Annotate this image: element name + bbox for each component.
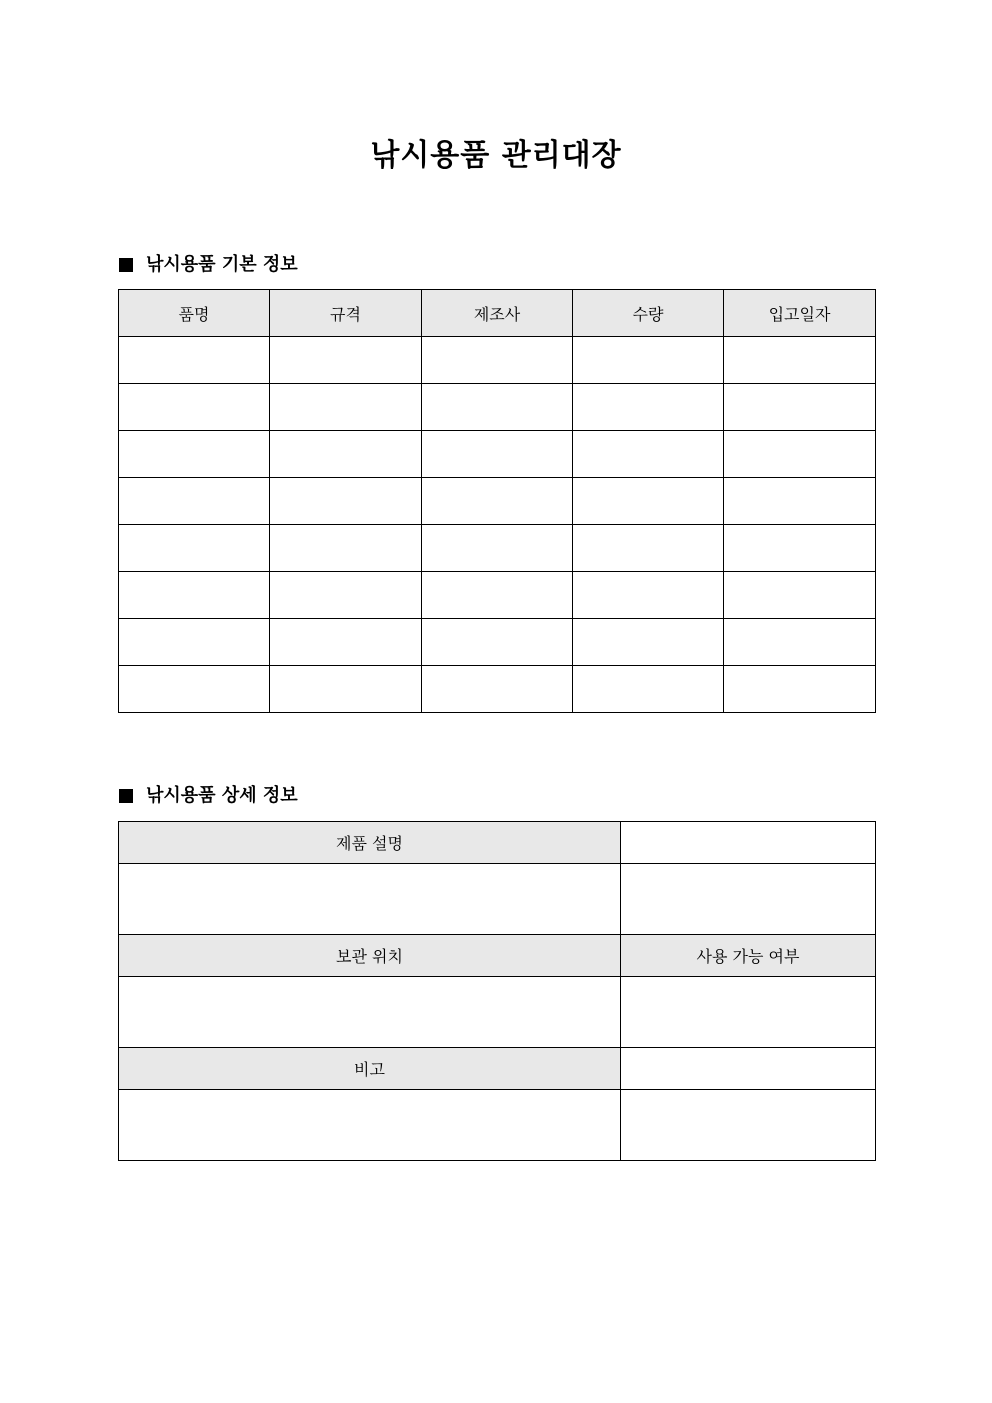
page-title: 낚시용품 관리대장 [370, 138, 622, 173]
item-name-cell[interactable] [119, 337, 270, 384]
spec-cell[interactable] [270, 384, 422, 431]
empty-cell[interactable] [621, 1048, 876, 1090]
column-header-spec: 규격 [270, 290, 422, 337]
receipt-date-cell[interactable] [724, 384, 876, 431]
table-row [119, 337, 876, 384]
item-name-cell[interactable] [119, 431, 270, 478]
table-row [119, 572, 876, 619]
table-row [119, 619, 876, 666]
remarks-field[interactable] [119, 1090, 621, 1161]
detail-label-row [119, 1048, 876, 1090]
empty-cell[interactable] [621, 822, 876, 864]
basic-info-table [118, 289, 876, 713]
table-row [119, 666, 876, 713]
table-row [119, 431, 876, 478]
item-name-cell[interactable] [119, 384, 270, 431]
storage-location-label: 보관 위치 [119, 935, 621, 977]
spec-cell[interactable] [270, 337, 422, 384]
quantity-cell[interactable] [573, 666, 724, 713]
detail-label-row [119, 935, 876, 977]
item-name-cell[interactable] [119, 666, 270, 713]
manufacturer-cell[interactable] [422, 525, 573, 572]
spec-cell[interactable] [270, 478, 422, 525]
manufacturer-cell[interactable] [422, 384, 573, 431]
receipt-date-cell[interactable] [724, 431, 876, 478]
manufacturer-cell[interactable] [422, 666, 573, 713]
detail-info-heading-label: 낚시용품 상세 정보 [146, 785, 298, 806]
quantity-cell[interactable] [573, 572, 724, 619]
detail-content-row [119, 1090, 876, 1161]
manufacturer-cell[interactable] [422, 619, 573, 666]
quantity-cell[interactable] [573, 525, 724, 572]
receipt-date-cell[interactable] [724, 572, 876, 619]
column-header-quantity: 수량 [573, 290, 724, 337]
receipt-date-cell[interactable] [724, 525, 876, 572]
item-name-cell[interactable] [119, 619, 270, 666]
storage-location-field[interactable] [119, 977, 621, 1048]
basic-info-body [119, 337, 876, 713]
column-header-item-name: 품명 [119, 290, 270, 337]
square-bullet-icon [119, 789, 133, 803]
manufacturer-cell[interactable] [422, 478, 573, 525]
quantity-cell[interactable] [573, 337, 724, 384]
item-name-cell[interactable] [119, 572, 270, 619]
manufacturer-cell[interactable] [422, 572, 573, 619]
basic-info-header-row [119, 290, 876, 337]
column-header-manufacturer: 제조사 [422, 290, 573, 337]
detail-info-heading [119, 784, 298, 808]
table-row [119, 478, 876, 525]
product-description-field[interactable] [119, 864, 621, 935]
manufacturer-cell[interactable] [422, 431, 573, 478]
basic-info-heading-label: 낚시용품 기본 정보 [146, 254, 298, 275]
detail-content-row [119, 977, 876, 1048]
quantity-cell[interactable] [573, 384, 724, 431]
empty-cell[interactable] [621, 1090, 876, 1161]
basic-info-heading [119, 253, 298, 277]
spec-cell[interactable] [270, 431, 422, 478]
spec-cell[interactable] [270, 572, 422, 619]
table-row [119, 525, 876, 572]
detail-content-row [119, 864, 876, 935]
remarks-label: 비고 [119, 1048, 621, 1090]
table-row [119, 384, 876, 431]
product-description-label: 제품 설명 [119, 822, 621, 864]
column-header-receipt-date: 입고일자 [724, 290, 876, 337]
detail-label-row [119, 822, 876, 864]
availability-field[interactable] [621, 977, 876, 1048]
spec-cell[interactable] [270, 619, 422, 666]
square-bullet-icon [119, 258, 133, 272]
manufacturer-cell[interactable] [422, 337, 573, 384]
detail-info-table [118, 821, 876, 1161]
empty-cell[interactable] [621, 864, 876, 935]
receipt-date-cell[interactable] [724, 337, 876, 384]
spec-cell[interactable] [270, 666, 422, 713]
quantity-cell[interactable] [573, 478, 724, 525]
quantity-cell[interactable] [573, 619, 724, 666]
availability-label: 사용 가능 여부 [621, 935, 876, 977]
receipt-date-cell[interactable] [724, 619, 876, 666]
receipt-date-cell[interactable] [724, 478, 876, 525]
spec-cell[interactable] [270, 525, 422, 572]
item-name-cell[interactable] [119, 478, 270, 525]
quantity-cell[interactable] [573, 431, 724, 478]
item-name-cell[interactable] [119, 525, 270, 572]
receipt-date-cell[interactable] [724, 666, 876, 713]
